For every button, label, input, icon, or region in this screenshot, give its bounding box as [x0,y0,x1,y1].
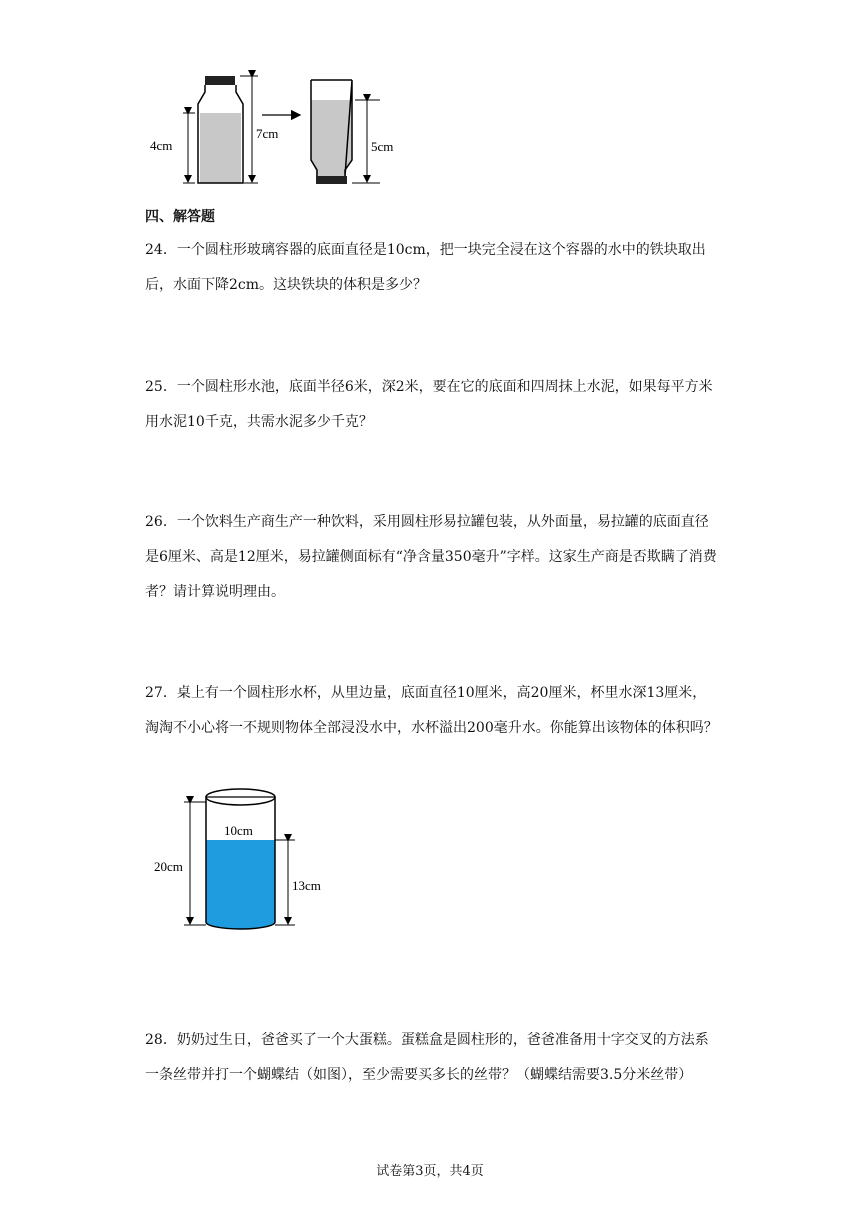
inverted-bottle [311,80,352,184]
right-height-label: 5cm [371,139,394,154]
question-25: 25．一个圆柱形水池，底面半径6米，深2米，要在它的底面和四周抹上水泥，如果每平方米用水泥10千克，共需水泥多少千克？ [145,379,713,430]
bottle-height-label: 7cm [256,126,279,141]
bottle-water [200,113,241,183]
bottle-cap [205,76,235,85]
question-26: 26．一个饮料生产商生产一种饮料，采用圆柱形易拉罐包装，从外面量，易拉罐的底面直径是6厘米、高是12厘米，易拉罐侧面标有“净含量350毫升”字样。这家生产商是否欺瞒了消费者？请计算说明理由。 [145,514,717,600]
upright-bottle [198,76,243,183]
question-24: 24．一个圆柱形玻璃容器的底面直径是10cm，把一块完全浸在这个容器的水中的铁块取出后，水面下降2cm。这块铁块的体积是多少？ [145,242,706,293]
inverted-bottle-cap [316,176,347,184]
question-28: 28．奶奶过生日，爸爸买了一个大蛋糕。蛋糕盒是圆柱形的，爸爸准备用十字交叉的方法系一条丝带并打一个蝴蝶结（如图），至少需要买多长的丝带？（蝴蝶结需要3.5分米丝带） [145,1032,709,1083]
water-depth-label: 13cm [292,878,321,893]
cup-figure [150,782,340,932]
bottle-figure [140,70,420,195]
section-title: 四、解答题 [145,209,215,225]
cup-water [206,840,275,929]
left-height-label: 4cm [150,138,173,153]
cup-height-label: 20cm [154,859,183,874]
page-footer: 试卷第3页，共4页 [376,1164,484,1179]
diameter-label: 10cm [224,823,253,838]
question-27: 27．桌上有一个圆柱形水杯，从里边量，底面直径10厘米，高20厘米，杯里水深13厘米，淘淘不小心将一不规则物体全部浸没水中，水杯溢出200毫升水。你能算出该物体的体积吗？ [145,685,718,736]
